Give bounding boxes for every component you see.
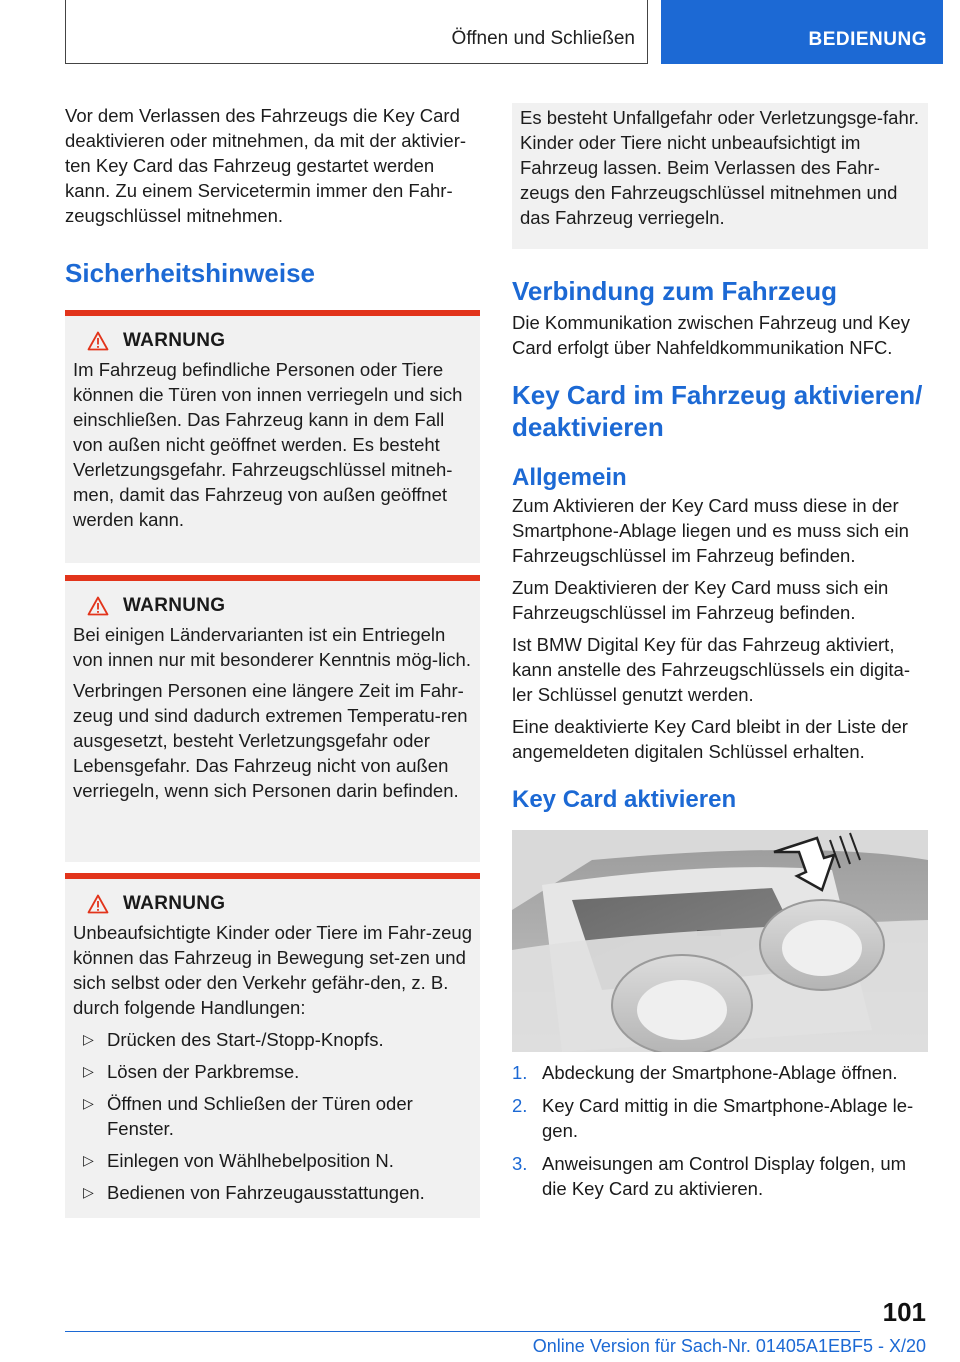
warning-header [87, 330, 472, 352]
list-item: ▷ Drücken des Start-/Stopp-Knopfs. [83, 1029, 384, 1050]
warning-continuation-box [512, 103, 928, 249]
page-number: 101 [882, 1297, 926, 1327]
connection-heading: Verbindung zum Fahrzeug [512, 276, 838, 306]
warning-label: WARNUNG [123, 893, 226, 914]
warning-box-3 [65, 873, 480, 1218]
warning-label: WARNUNG [123, 330, 226, 351]
warning-header [87, 893, 472, 915]
connection-text: Die Kommunikation zwischen Fahrzeug und Key Card erfolgt über Nahfeldkommunikation NFC. [512, 312, 910, 358]
warning-box-1 [65, 310, 480, 563]
warning-continuation-text: Es besteht Unfallgefahr oder Verletzungsge-fahr. Kinder oder Tiere nicht unbeaufsichtigt im Fahrzeug lassen. Beim Verlassen des Fahr-zeugs den Fahrzeugschlüssel mitnehmen und das Fahrzeug verriegeln. [520, 107, 920, 228]
section-title: BEDIENUNG [808, 29, 927, 50]
arrow-bullet-icon: ▷ [83, 1184, 94, 1200]
list-item: ▷ Bedienen von Fahrzeugausstattungen. [83, 1182, 425, 1203]
warning-triangle-icon [87, 894, 109, 914]
warning-label: WARNUNG [123, 595, 226, 616]
footer-text: Online Version für Sach-Nr. 01405A1EBF5 - X/20 [532, 1336, 926, 1356]
bullet-list [73, 1027, 472, 1205]
list-item: ▷ Öffnen und Schließen der Türen oder Fenster. [83, 1093, 413, 1139]
arrow-bullet-icon: ▷ [83, 1063, 94, 1079]
keycard-heading: Key Card im Fahrzeug aktivieren/ deaktivieren [512, 380, 923, 442]
general-heading: Allgemein [512, 464, 627, 491]
left-column [65, 103, 480, 1218]
warning-text: Verbringen Personen eine längere Zeit im Fahr-zeug und sind dadurch extremen Temperatu-ren ausgesetzt, besteht Verletzungsgefahr oder Lebensgefahr. Das Fahrzeug nicht von außen verriegeln, wenn sich Personen darin befinden. [73, 680, 468, 801]
arrow-bullet-icon: ▷ [83, 1095, 94, 1111]
general-paragraph: Zum Deaktivieren der Key Card muss sich ein Fahrzeugschlüssel im Fahrzeug befinden. [512, 577, 889, 623]
activate-heading: Key Card aktivieren [512, 786, 737, 813]
header-section-tab [661, 0, 943, 64]
steps-list [512, 1060, 928, 1201]
step-item: 2. Key Card mittig in die Smartphone-Ablage le-gen. [512, 1095, 914, 1141]
warning-text: Im Fahrzeug befindliche Personen oder Tiere können die Türen von innen verriegeln und sich einschließen. Das Fahrzeug kann in dem Fall von außen nicht geöffnet werden. Es besteht Verletzungsgefahr. Fahrzeugschlüssel mitneh-men, damit das Fahrzeug von außen geöffnet werden kann. [73, 359, 463, 530]
general-paragraph: Eine deaktivierte Key Card bleibt in der Liste der angemeldeten digitalen Schlüssel erhalten. [512, 716, 908, 762]
general-paragraph: Ist BMW Digital Key für das Fahrzeug aktiviert, kann anstelle des Fahrzeugschlüssels ein digita-ler Schlüssel genutzt werden. [512, 634, 910, 705]
header-chapter-box [65, 0, 648, 64]
warning-header [87, 595, 472, 617]
warning-box-2 [65, 575, 480, 862]
smartphone-tray-illustration [512, 830, 928, 1052]
right-column [512, 103, 928, 1201]
footer-rule [65, 1331, 860, 1332]
general-paragraph: Zum Aktivieren der Key Card muss diese in der Smartphone-Ablage liegen und es muss sich ein Fahrzeugschlüssel im Fahrzeug befinden. [512, 495, 909, 566]
safety-heading: Sicherheitshinweise [65, 258, 315, 288]
warning-triangle-icon [87, 596, 109, 616]
step-item: 3. Anweisungen am Control Display folgen, um die Key Card zu aktivieren. [512, 1153, 907, 1199]
arrow-bullet-icon: ▷ [83, 1152, 94, 1168]
step-item: 1. Abdeckung der Smartphone-Ablage öffnen. [512, 1062, 898, 1083]
list-item: ▷ Lösen der Parkbremse. [83, 1061, 300, 1082]
intro-paragraph: Vor dem Verlassen des Fahrzeugs die Key Card deaktivieren oder mitnehmen, da mit der aktivier-ten Key Card das Fahrzeug gestartet werden kann. Zu einem Servicetermin immer den Fahr-zeugschlüssel mitnehmen. [65, 105, 467, 226]
chapter-title: Öffnen und Schließen [451, 28, 635, 49]
warning-triangle-icon [87, 331, 109, 351]
arrow-bullet-icon: ▷ [83, 1031, 94, 1047]
list-item: ▷ Einlegen von Wählhebelposition N. [83, 1150, 394, 1171]
warning-text: Unbeaufsichtigte Kinder oder Tiere im Fahr-zeug können das Fahrzeug in Bewegung set-zen und sich selbst oder den Verkehr gefähr-den, z. B. durch folgende Handlungen: [73, 922, 472, 1018]
warning-text: Bei einigen Ländervarianten ist ein Entriegeln von innen nur mit besonderer Kenntnis mög-lich. [73, 624, 471, 670]
